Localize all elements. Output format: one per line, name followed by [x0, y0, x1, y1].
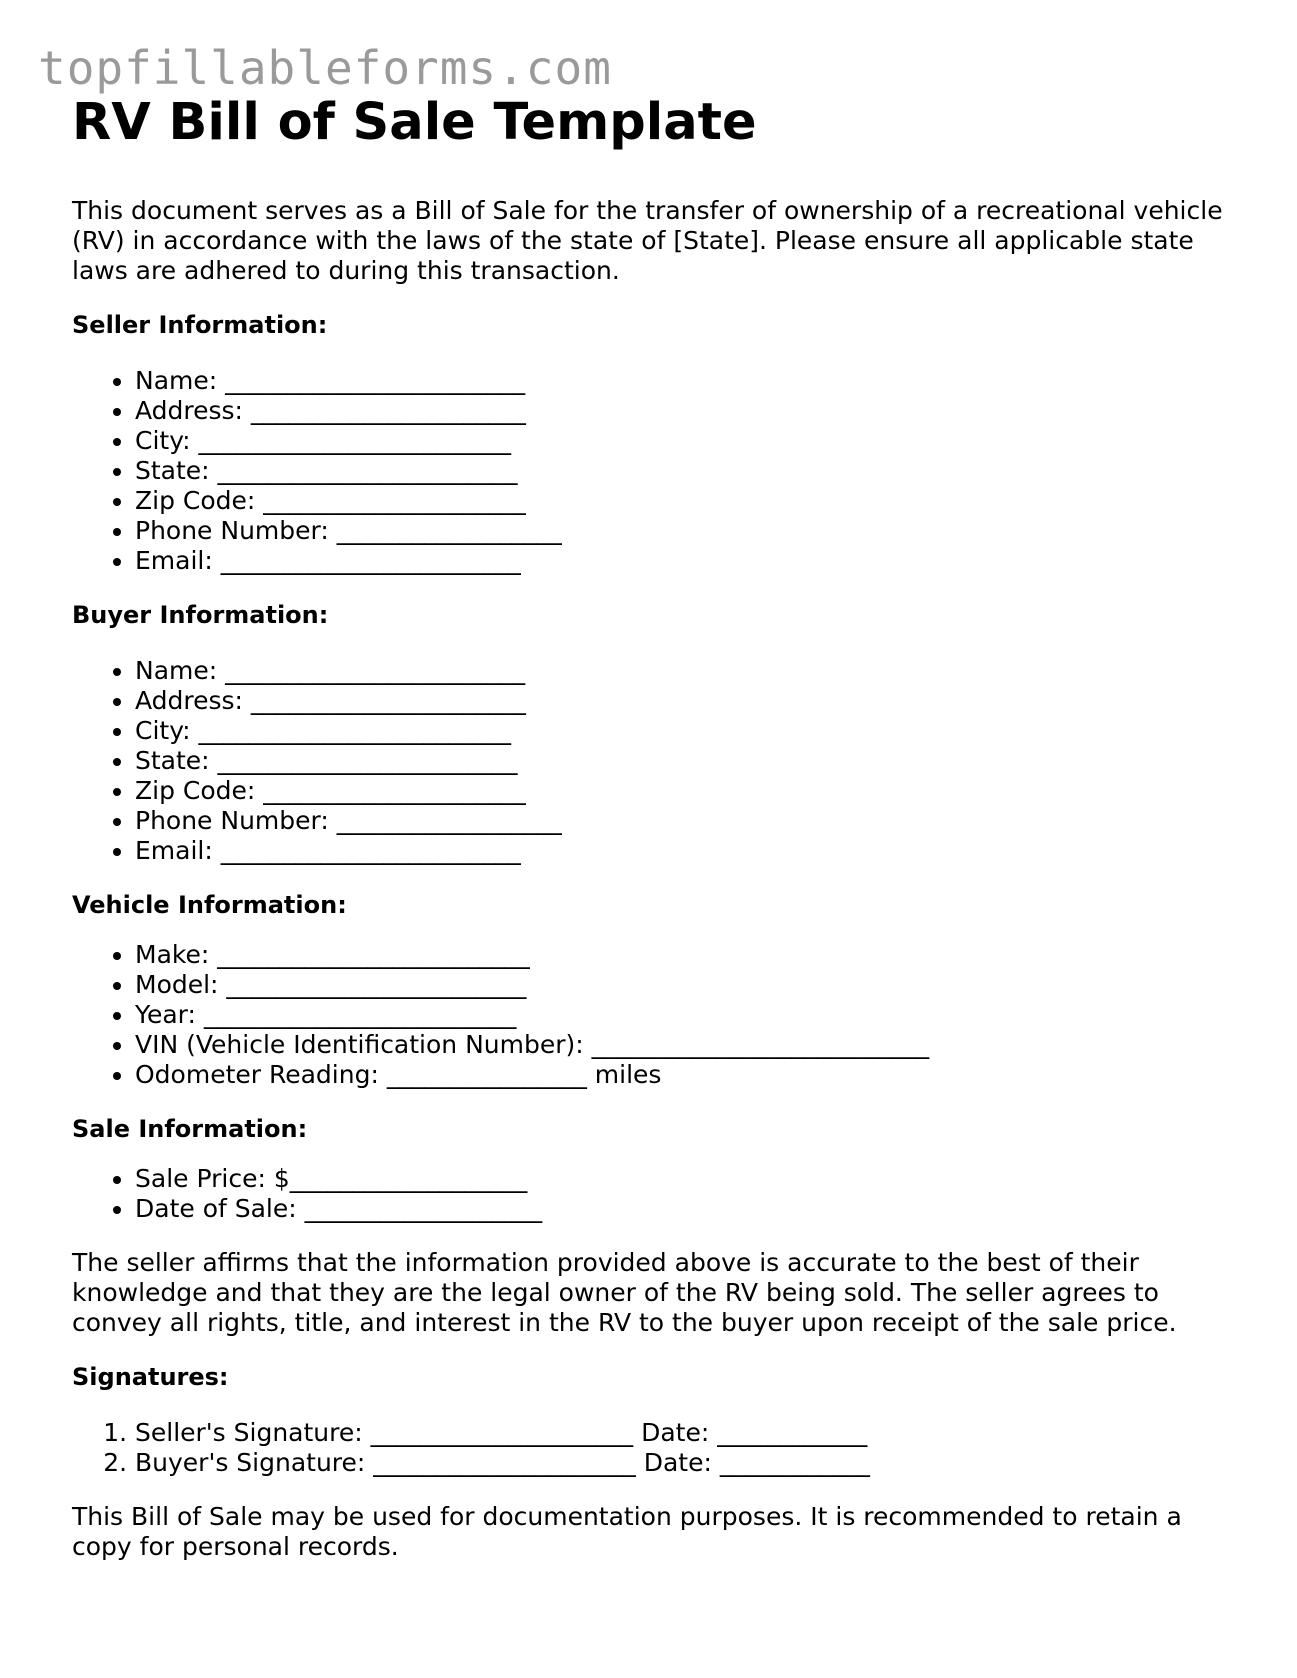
seller-address-field[interactable]: • Address: ______________________	[135, 396, 1232, 426]
buyer-name-field[interactable]: • Name: ________________________	[135, 656, 1232, 686]
footer-note: This Bill of Sale may be used for documentation purposes. It is recommended to retain a copy for personal records.	[72, 1502, 1182, 1561]
seller-heading: Seller Information:	[72, 311, 328, 339]
seller-phone-field[interactable]: • Phone Number: __________________	[135, 516, 1232, 546]
seller-zip-field[interactable]: • Zip Code: _____________________	[135, 486, 1232, 516]
buyer-city-field[interactable]: • City: _________________________	[135, 716, 1232, 746]
seller-city-field[interactable]: • City: _________________________	[135, 426, 1232, 456]
intro-paragraph: This document serves as a Bill of Sale for the transfer of ownership of a recreational vehicle (RV) in accordance with the laws of the state of [State]. Please ensure all applicable state laws are adhered to during this transaction.	[72, 196, 1223, 285]
vehicle-odometer-field[interactable]: • Odometer Reading: ________________ miles	[135, 1060, 1232, 1090]
seller-name-field[interactable]: • Name: ________________________	[135, 366, 1232, 396]
seller-signature-field[interactable]: 1. Seller's Signature: _____________________ Date: ____________	[135, 1418, 1232, 1448]
buyer-signature-field[interactable]: 2. Buyer's Signature: _____________________ Date: ____________	[135, 1448, 1232, 1478]
buyer-email-field[interactable]: • Email: ________________________	[135, 836, 1232, 866]
buyer-phone-field[interactable]: • Phone Number: __________________	[135, 806, 1232, 836]
vehicle-heading: Vehicle Information:	[72, 891, 347, 919]
seller-email-field[interactable]: • Email: ________________________	[135, 546, 1232, 576]
document-body	[72, 88, 1232, 1562]
buyer-address-field[interactable]: • Address: ______________________	[135, 686, 1232, 716]
watermark: topfillableforms.com	[38, 41, 612, 95]
buyer-fields	[72, 656, 1232, 866]
sale-date-field[interactable]: • Date of Sale: ___________________	[135, 1194, 1232, 1224]
signatures-heading: Signatures:	[72, 1363, 229, 1391]
buyer-zip-field[interactable]: • Zip Code: _____________________	[135, 776, 1232, 806]
sale-fields	[72, 1164, 1232, 1224]
sale-heading: Sale Information:	[72, 1115, 308, 1143]
affirmation-paragraph: The seller affirms that the information provided above is accurate to the best of their knowledge and that they are the legal owner of the RV being sold. The seller agrees to convey all rights, title, and interest in the RV to the buyer upon receipt of the sale price.	[72, 1248, 1177, 1337]
buyer-heading: Buyer Information:	[72, 601, 329, 629]
vehicle-make-field[interactable]: • Make: _________________________	[135, 940, 1232, 970]
document-title: RV Bill of Sale Template	[72, 93, 757, 152]
vehicle-fields	[72, 940, 1232, 1090]
vehicle-model-field[interactable]: • Model: ________________________	[135, 970, 1232, 1000]
vehicle-year-field[interactable]: • Year: _________________________	[135, 1000, 1232, 1030]
sale-price-field[interactable]: • Sale Price: $___________________	[135, 1164, 1232, 1194]
signature-list	[72, 1418, 1232, 1478]
buyer-state-field[interactable]: • State: ________________________	[135, 746, 1232, 776]
seller-state-field[interactable]: • State: ________________________	[135, 456, 1232, 486]
vehicle-vin-field[interactable]: • VIN (Vehicle Identification Number): ___________________________	[135, 1030, 1232, 1060]
seller-fields	[72, 366, 1232, 576]
